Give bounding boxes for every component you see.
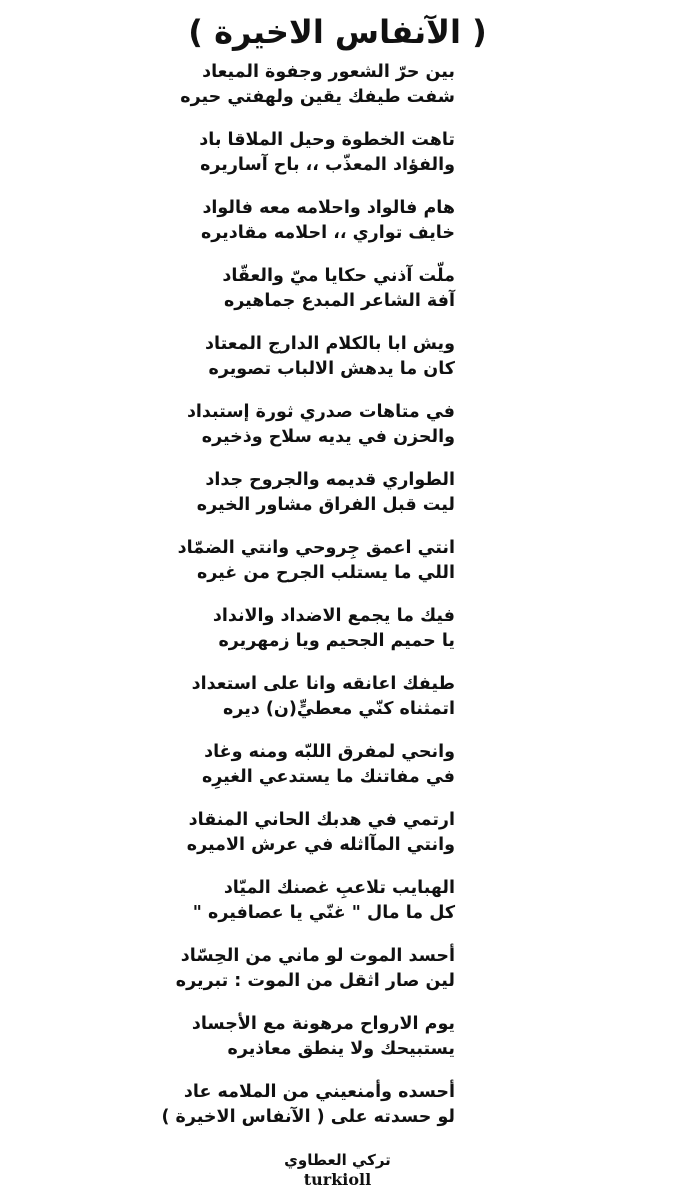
verse-line: بين حرّ الشعور وجفوة الميعاد <box>202 62 455 82</box>
verse-line: والفؤاد المعذّب ،، باح آساريره <box>200 155 455 175</box>
stanza <box>155 400 455 456</box>
stanza <box>155 672 455 728</box>
verse-line: أحسد الموت لو ماني من الحِسّاد <box>180 946 455 966</box>
verse-line: شفت طيفك يقين ولهفتي حيره <box>180 87 455 107</box>
stanza <box>155 536 455 592</box>
verse-line: والحزن في يديه سلاح وذخيره <box>201 427 455 447</box>
stanza <box>155 468 455 524</box>
verse-line: انتي اعمق جِروحي وانتي الضمّاد <box>177 538 455 558</box>
verse-line: ليت قبل الفراق مشاور الخيره <box>196 495 455 515</box>
verse-line: أحسده وأمنعيني من الملامه عاد <box>183 1082 455 1102</box>
verse-line: ارتمي في هدبك الحاني المنقاد <box>188 810 455 830</box>
verse-line: في مفاتنك ما يستدعي الغيرِه <box>201 767 455 787</box>
verse-line: ملّت آذني حكايا ميّ والعقّاد <box>222 266 455 286</box>
signature <box>0 1150 675 1190</box>
verse-line: الهبايب تلاعبِ غصنك الميّاد <box>223 878 455 898</box>
verse-line: لو حسدته على ( الآنفاس الاخيرة ) <box>161 1107 455 1127</box>
verse-line: يوم الارواح مرهونة مع الأجساد <box>191 1014 455 1034</box>
stanza <box>155 196 455 252</box>
stanza <box>155 1012 455 1068</box>
verse-line: الطواري قديمه والجروح جداد <box>205 470 455 490</box>
verse-line: اللي ما يستلب الجرح من غيره <box>196 563 455 583</box>
stanza <box>155 332 455 388</box>
verse-line: وانحي لمفرق اللبّه ومنه وغاد <box>204 742 455 762</box>
verse-line: طيفك اعانقه وانا على استعداد <box>191 674 455 694</box>
verse-line: في متاهات صدري ثورة إستبداد <box>186 402 455 422</box>
verse-line: لين صار اثقل من الموت : تبريره <box>175 971 455 991</box>
verse-line: اتمثناه كنّي معطيٍّ(ن) ديره <box>223 699 455 719</box>
verse-line: يا حميم الجحيم ويا زمهريره <box>218 631 455 651</box>
stanza <box>155 60 455 116</box>
stanza <box>155 876 455 932</box>
verse-line: ويش ابا بالكلام الدارج المعتاد <box>205 334 455 354</box>
stanza <box>155 264 455 320</box>
stanza <box>155 604 455 660</box>
stanza <box>155 944 455 1000</box>
stanza <box>155 808 455 864</box>
stanza <box>155 128 455 184</box>
verse-line: خايف تواري ،، احلامه مقاديره <box>200 223 455 243</box>
author-name: تركي العطاوي <box>284 1151 391 1169</box>
verse-line: وانتي المآاثله في عرش الاميره <box>186 835 455 855</box>
poem-title: ( الآنفاس الاخيرة ) <box>188 13 487 51</box>
verse-line: فيك ما يجمع الاضداد والانداد <box>212 606 455 626</box>
verse-line: كان ما يدهش الالباب تصويره <box>208 359 455 379</box>
author-handle: turkioll <box>303 1170 372 1189</box>
poem-body <box>155 60 455 1148</box>
verse-line: آفة الشاعر المبدع جماهيره <box>223 291 455 311</box>
verse-line: كل ما مال " غنّي يا عصافيره " <box>192 903 455 923</box>
verse-line: تاهت الخطوة وحيل الملاقا باد <box>199 130 455 150</box>
stanza <box>155 740 455 796</box>
stanza <box>155 1080 455 1136</box>
verse-line: يستبيحك ولا ينطق معاذيره <box>227 1039 455 1059</box>
verse-line: هام فالواد واحلامه معه فالواد <box>202 198 455 218</box>
